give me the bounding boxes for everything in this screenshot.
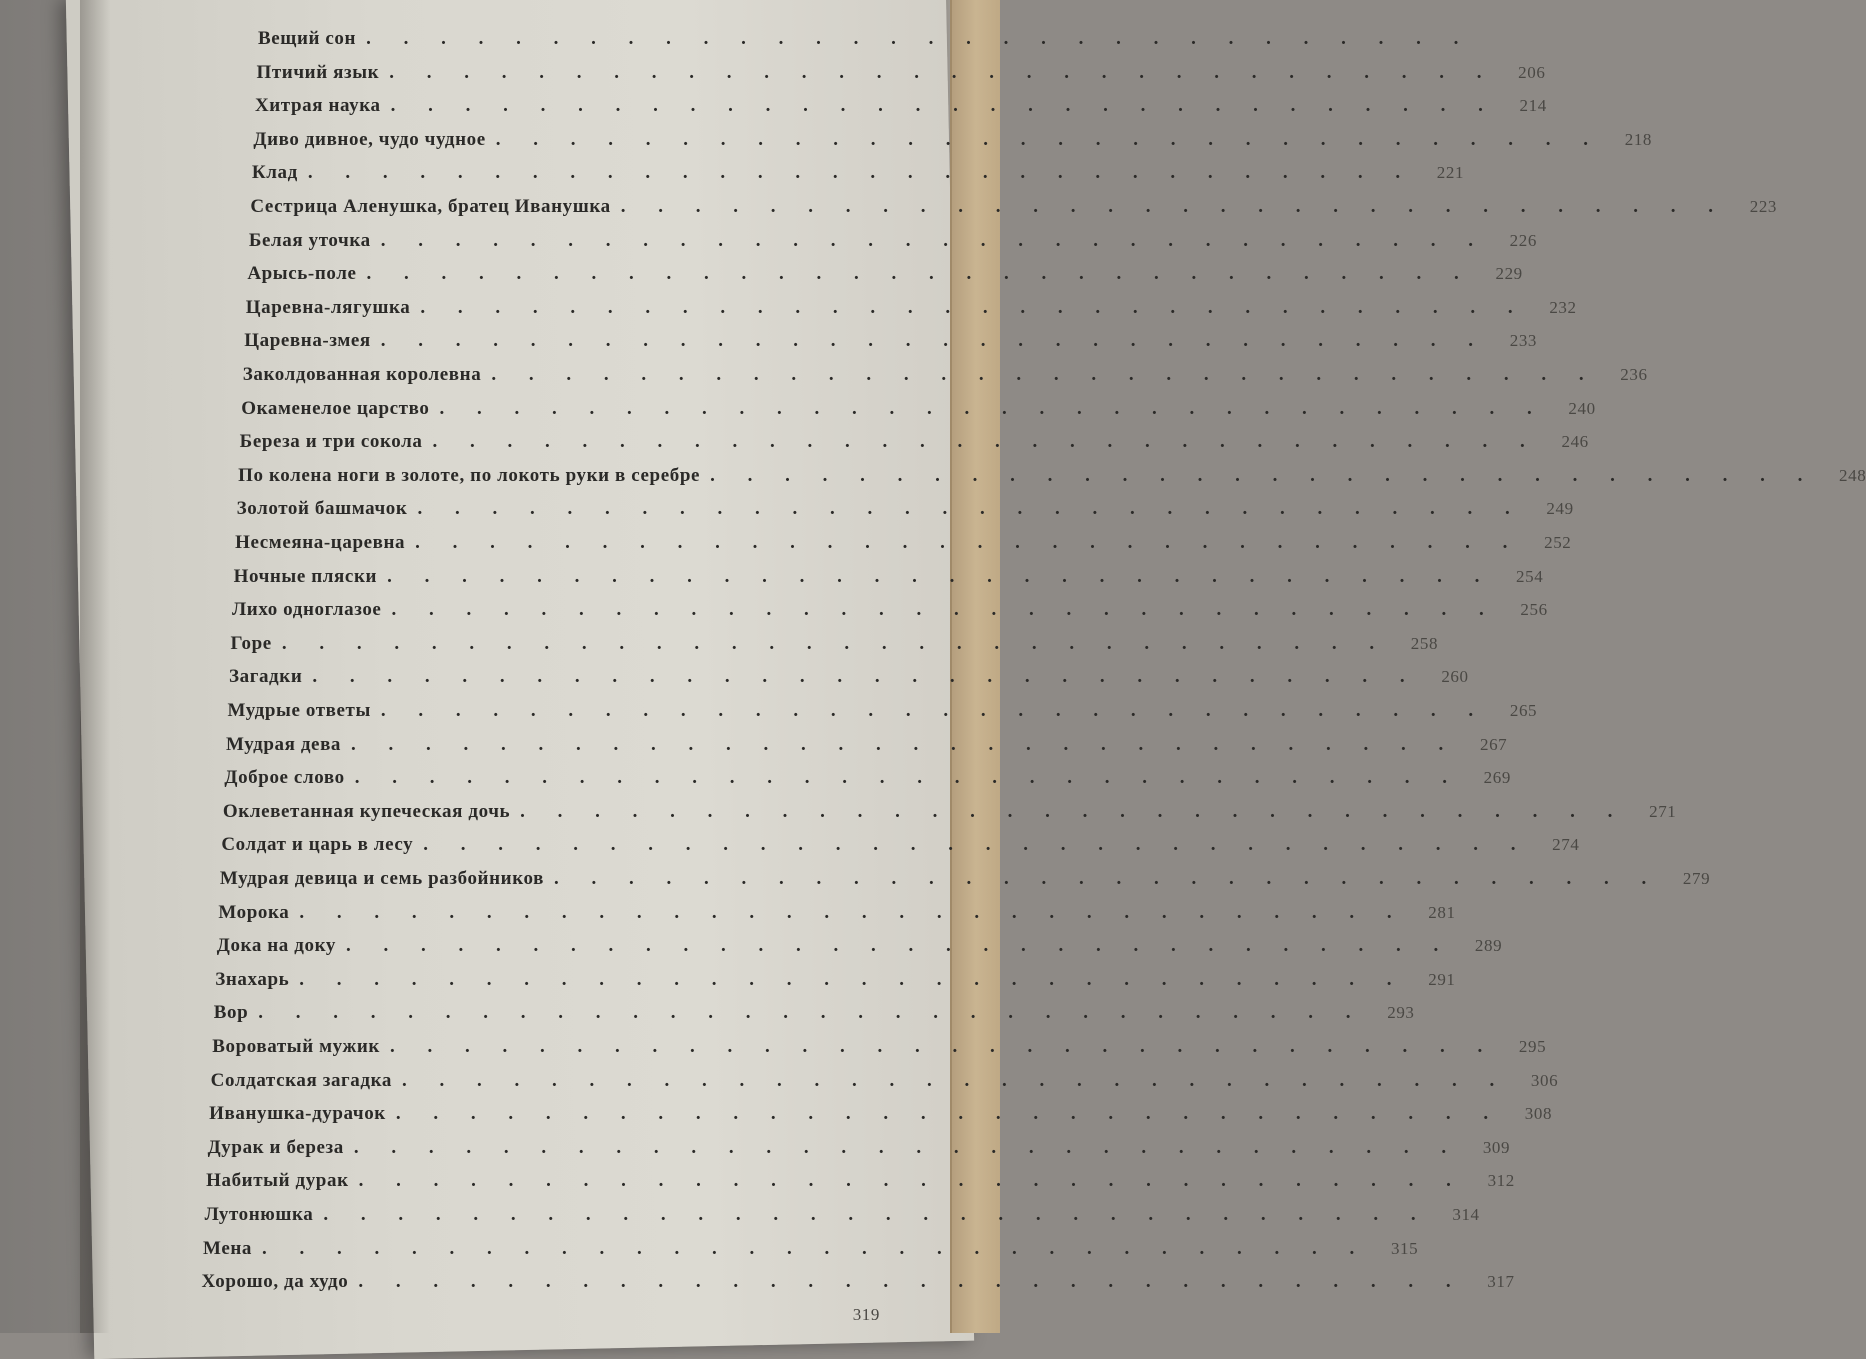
- toc-entry: [224, 767, 1511, 797]
- toc-entry-title: Мудрые ответы: [227, 700, 371, 721]
- toc-entry: [227, 700, 1538, 730]
- toc-leader-dots: . . . . . . . . . . . . . . . . . . . . . . . . . . . . . .: [358, 1271, 1465, 1293]
- toc-leader-dots: . . . . . . . . . . . . . . . . . . . . . . . . . . . . . .: [620, 196, 1728, 217]
- toc-leader-dots: . . . . . . . . . . . . . . . . . . . . . . . . . . . . . .: [491, 364, 1598, 385]
- toc-entry-title: Несмеяна-царевна: [235, 532, 406, 553]
- toc-entry-title: Ночные пляски: [233, 565, 378, 587]
- toc-entry-title: Заколдованная королевна: [242, 364, 482, 385]
- toc-entry: [206, 1170, 1515, 1200]
- toc-leader-dots: . . . . . . . . . . . . . . . . . . . . . . . . . . . . . .: [387, 565, 1494, 587]
- toc-entry: [236, 498, 1574, 528]
- toc-entry-page-number: 308: [1524, 1104, 1553, 1124]
- toc-entry: [219, 868, 1711, 898]
- toc-leader-dots: . . . . . . . . . . . . . . . . . . . . . . . . . . . . . .: [380, 229, 1487, 251]
- toc-leader-dots: . . . . . . . . . . . . . . . . . . . . . . . . . . . . . .: [358, 1170, 1465, 1192]
- toc-leader-dots: . . . . . . . . . . . . . . . . . . . . . . . . . . . . . .: [281, 632, 1389, 654]
- toc-entry: [239, 431, 1589, 461]
- toc-leader-dots: . . . . . . . . . . . . . . . . . . . . . . . . . . . . . .: [351, 733, 1458, 755]
- toc-entry-page-number: 267: [1479, 734, 1508, 754]
- toc-leader-dots: . . . . . . . . . . . . . . . . . . . . . . . . . . . . . .: [366, 28, 1473, 49]
- toc-entry-title: Хитрая наука: [254, 95, 381, 117]
- toc-leader-dots: . . . . . . . . . . . . . . . . . . . . . . . . . . . . . .: [415, 532, 1522, 553]
- toc-entry-title: Иванушка-дурачок: [209, 1103, 386, 1125]
- toc-leader-dots: . . . . . . . . . . . . . . . . . . . . . . . . . . . . . .: [258, 1002, 1365, 1024]
- toc-entry-title: Мена: [203, 1237, 253, 1259]
- toc-entry-page-number: 229: [1495, 264, 1523, 284]
- toc-leader-dots: . . . . . . . . . . . . . . . . . . . . . . . . . . . . . .: [495, 128, 1603, 150]
- toc-entry-title: Лутонюшка: [204, 1204, 314, 1225]
- toc-entry-page-number: 274: [1552, 835, 1580, 855]
- toc-leader-dots: . . . . . . . . . . . . . . . . . . . . . . . . . . . . . .: [401, 1069, 1509, 1091]
- toc-entry-page-number: 281: [1428, 902, 1456, 922]
- toc-entry-page-number: 252: [1544, 533, 1572, 552]
- toc-leader-dots: . . . . . . . . . . . . . . . . . . . . . . . . . . . . . .: [353, 1136, 1461, 1158]
- toc-leader-dots: . . . . . . . . . . . . . . . . . . . . . . . . . . . . . .: [366, 263, 1473, 285]
- toc-entry: [256, 61, 1546, 92]
- toc-entry-title: Набитый дурак: [206, 1170, 349, 1192]
- toc-entry-page-number: 258: [1410, 633, 1439, 653]
- toc-entry: [251, 162, 1465, 192]
- toc-entry-title: Вороватый мужик: [212, 1036, 380, 1057]
- toc-entry-page-number: 248: [1839, 465, 1866, 485]
- toc-leader-dots: . . . . . . . . . . . . . . . . . . . . . . . . . . . . . .: [553, 868, 1661, 889]
- toc-entry: [215, 968, 1456, 999]
- toc-entry: [222, 800, 1677, 831]
- toc-entry: [253, 128, 1653, 159]
- toc-entry-title: Вор: [213, 1002, 249, 1024]
- toc-entry: [201, 1271, 1515, 1301]
- toc-entry-title: Береза и три сокола: [239, 431, 423, 453]
- toc-entry-page-number: 233: [1509, 331, 1538, 351]
- toc-entry-page-number: 226: [1509, 230, 1537, 250]
- toc-leader-dots: . . . . . . . . . . . . . . . . . . . . . . . . . . . . . .: [380, 330, 1488, 352]
- toc-entry-title: Оклеветанная купеческая дочь: [222, 800, 511, 822]
- toc-entry-page-number: 236: [1620, 365, 1648, 384]
- toc-entry-page-number: 291: [1428, 969, 1456, 989]
- toc-entry-page-number: 256: [1520, 600, 1548, 620]
- toc-entry: [203, 1237, 1419, 1268]
- toc-entry-page-number: 312: [1487, 1171, 1515, 1191]
- toc-leader-dots: . . . . . . . . . . . . . . . . . . . . . . . . . . . . . .: [323, 1204, 1430, 1225]
- toc-entry-page-number: 279: [1682, 869, 1711, 888]
- toc-entry: [242, 364, 1648, 394]
- toc-entry: [200, 1305, 880, 1335]
- toc-entry-page-number: 309: [1482, 1137, 1511, 1157]
- toc-entry-page-number: 315: [1390, 1238, 1419, 1258]
- toc-leader-dots: . . . . . . . . . . . . . . . . . . . . . . . . . . . . . .: [380, 700, 1488, 721]
- toc-entry: [213, 1002, 1415, 1032]
- toc-entry-page-number: 214: [1519, 96, 1547, 116]
- toc-entry-page-number: 265: [1509, 701, 1538, 720]
- toc-entry-page-number: 254: [1516, 566, 1544, 586]
- toc-leader-dots: . . . . . . . . . . . . . . . . . . . . . . . . . . . . . .: [423, 834, 1530, 856]
- toc-entry-title: Вещий сон: [258, 28, 357, 49]
- toc-entry: [244, 330, 1538, 360]
- toc-entry-page-number: 206: [1518, 62, 1546, 82]
- toc-entry: [210, 1069, 1559, 1100]
- toc-entry-title: Окаменелое царство: [241, 397, 430, 419]
- toc-entry-title: Золотой башмачок: [236, 498, 408, 520]
- toc-entry-title: Морока: [218, 901, 290, 923]
- toc-entry-title: Хорошо, да худо: [201, 1271, 349, 1293]
- toc-entry-page-number: 295: [1518, 1037, 1547, 1056]
- toc-entry-page-number: 306: [1530, 1070, 1559, 1090]
- toc-entry: [229, 666, 1469, 696]
- toc-entry: [212, 1036, 1547, 1066]
- toc-entry-page-number: 232: [1549, 297, 1577, 317]
- toc-entry: [232, 599, 1548, 629]
- toc-leader-dots: . . . . . . . . . . . . . . . . . . . . . . . . . . . . . .: [299, 968, 1406, 990]
- toc-entry-title: Знахарь: [215, 968, 290, 990]
- toc-entry-title: Диво дивное, чудо чудное: [253, 128, 486, 150]
- toc-entry: [225, 733, 1508, 764]
- toc-entry-title: Солдатская загадка: [210, 1069, 392, 1091]
- toc-leader-dots: . . . . . . . . . . . . . . . . . . . . . . . . . . . . . .: [391, 599, 1498, 621]
- toc-leader-dots: . . . . . . . . . . . . . . . . . . . . . . . . . . . . . .: [312, 666, 1419, 688]
- toc-entry-page-number: 317: [1487, 1272, 1515, 1292]
- toc-leader-dots: . . . . . . . . . . . . . . . . . . . . . . . . . . . . . .: [354, 767, 1461, 789]
- toc-entry: [221, 834, 1580, 864]
- toc-leader-dots: . . . . . . . . . . . . . . . . . . . . . . . . . . . . . .: [710, 464, 1817, 486]
- toc-entry-title: По колена ноги в золоте, по локоть руки в серебре: [238, 464, 701, 486]
- toc-entry-title: Мудрая дева: [225, 733, 342, 755]
- toc-entry-title: Белая уточка: [248, 229, 371, 251]
- toc-leader-dots: . . . . . . . . . . . . . . . . . . . . . . . . . . . . . .: [390, 95, 1497, 117]
- toc-leader-dots: . . . . . . . . . . . . . . . . . . . . . . . . . . . . . .: [345, 935, 1453, 957]
- toc-entry-title: Доброе слово: [224, 767, 345, 789]
- toc-entry-title: Царевна-лягушка: [245, 296, 411, 318]
- toc-entry: [204, 1204, 1480, 1234]
- toc-entry-page-number: 240: [1568, 398, 1596, 418]
- toc-entry-title: Сестрица Аленушка, братец Иванушка: [250, 196, 611, 217]
- toc-entry: [254, 95, 1547, 125]
- toc-entry-page-number: 221: [1436, 163, 1465, 183]
- toc-leader-dots: . . . . . . . . . . . . . . . . . . . . . . . . . . . . . .: [417, 498, 1524, 520]
- toc-entry: [216, 935, 1503, 965]
- toc-entry-page-number: 249: [1546, 499, 1574, 519]
- toc-entry: [209, 1103, 1553, 1133]
- toc-entry: [245, 296, 1577, 327]
- toc-entry-title: Птичий язык: [256, 61, 380, 83]
- toc-entry-page-number: 271: [1649, 801, 1677, 821]
- toc-leader-dots: . . . . . . . . . . . . . . . . . . . . . . . . . . . . . .: [432, 431, 1539, 453]
- toc-entry: [248, 229, 1537, 260]
- toc-entry-title: Клад: [251, 162, 298, 184]
- toc-entry-page-number: 260: [1441, 667, 1469, 687]
- toc-leader-dots: . . . . . . . . . . . . . . . . . . . . . . . . . . . . . .: [307, 162, 1415, 184]
- toc-entry-title: Мудрая девица и семь разбойников: [219, 868, 544, 889]
- toc-entry-title: Загадки: [229, 666, 303, 688]
- toc-entry-title: Солдат и царь в лесу: [221, 834, 414, 856]
- toc-entry: [250, 196, 1778, 226]
- toc-entry-page-number: 269: [1483, 768, 1511, 788]
- toc-entry-page-number: 218: [1624, 129, 1653, 149]
- toc-entry-page-number: 289: [1474, 936, 1503, 956]
- toc-entry: [230, 632, 1439, 663]
- toc-entry-title: Арысь-поле: [247, 263, 357, 285]
- toc-leader-dots: . . . . . . . . . . . . . . . . . . . . . . . . . . . . . .: [395, 1103, 1503, 1125]
- toc-entry: [238, 464, 1866, 495]
- toc-leader-dots: . . . . . . . . . . . . . . . . . . . . . . . . . . . . . .: [520, 800, 1627, 822]
- toc-leader-dots: . . . . . . . . . . . . . . . . . . . . . . . . . . . . . .: [389, 61, 1496, 83]
- toc-entry: [207, 1136, 1511, 1167]
- toc-entry-title: Горе: [230, 632, 272, 654]
- toc-entry-page-number: 246: [1561, 432, 1589, 452]
- toc-entry-title: Царевна-змея: [244, 330, 371, 352]
- toc-entry: [241, 397, 1596, 428]
- toc-entry: [218, 901, 1456, 932]
- toc-leader-dots: . . . . . . . . . . . . . . . . . . . . . . . . . . . . . .: [262, 1237, 1369, 1259]
- toc-entry: [258, 28, 1473, 58]
- toc-entry: [235, 532, 1572, 562]
- toc-entry: [233, 565, 1544, 596]
- toc-entry-title: Дока на доку: [216, 935, 336, 957]
- toc-entry-title: Лихо одноглазое: [232, 599, 382, 621]
- toc-leader-dots: . . . . . . . . . . . . . . . . . . . . . . . . . . . . . .: [299, 901, 1406, 923]
- toc-entry-page-number: 319: [852, 1304, 880, 1324]
- toc-leader-dots: . . . . . . . . . . . . . . . . . . . . . . . . . . . . . .: [439, 397, 1546, 419]
- toc-entry: [247, 263, 1523, 293]
- toc-entry-page-number: 314: [1452, 1205, 1480, 1224]
- toc-leader-dots: . . . . . . . . . . . . . . . . . . . . . . . . . . . . . .: [420, 296, 1527, 318]
- toc-entry-page-number: 223: [1749, 197, 1778, 216]
- toc-entry-page-number: 293: [1387, 1003, 1415, 1023]
- toc-entry-title: Дурак и береза: [207, 1136, 344, 1158]
- toc-leader-dots: . . . . . . . . . . . . . . . . . . . . . . . . . . . . . .: [389, 1036, 1497, 1057]
